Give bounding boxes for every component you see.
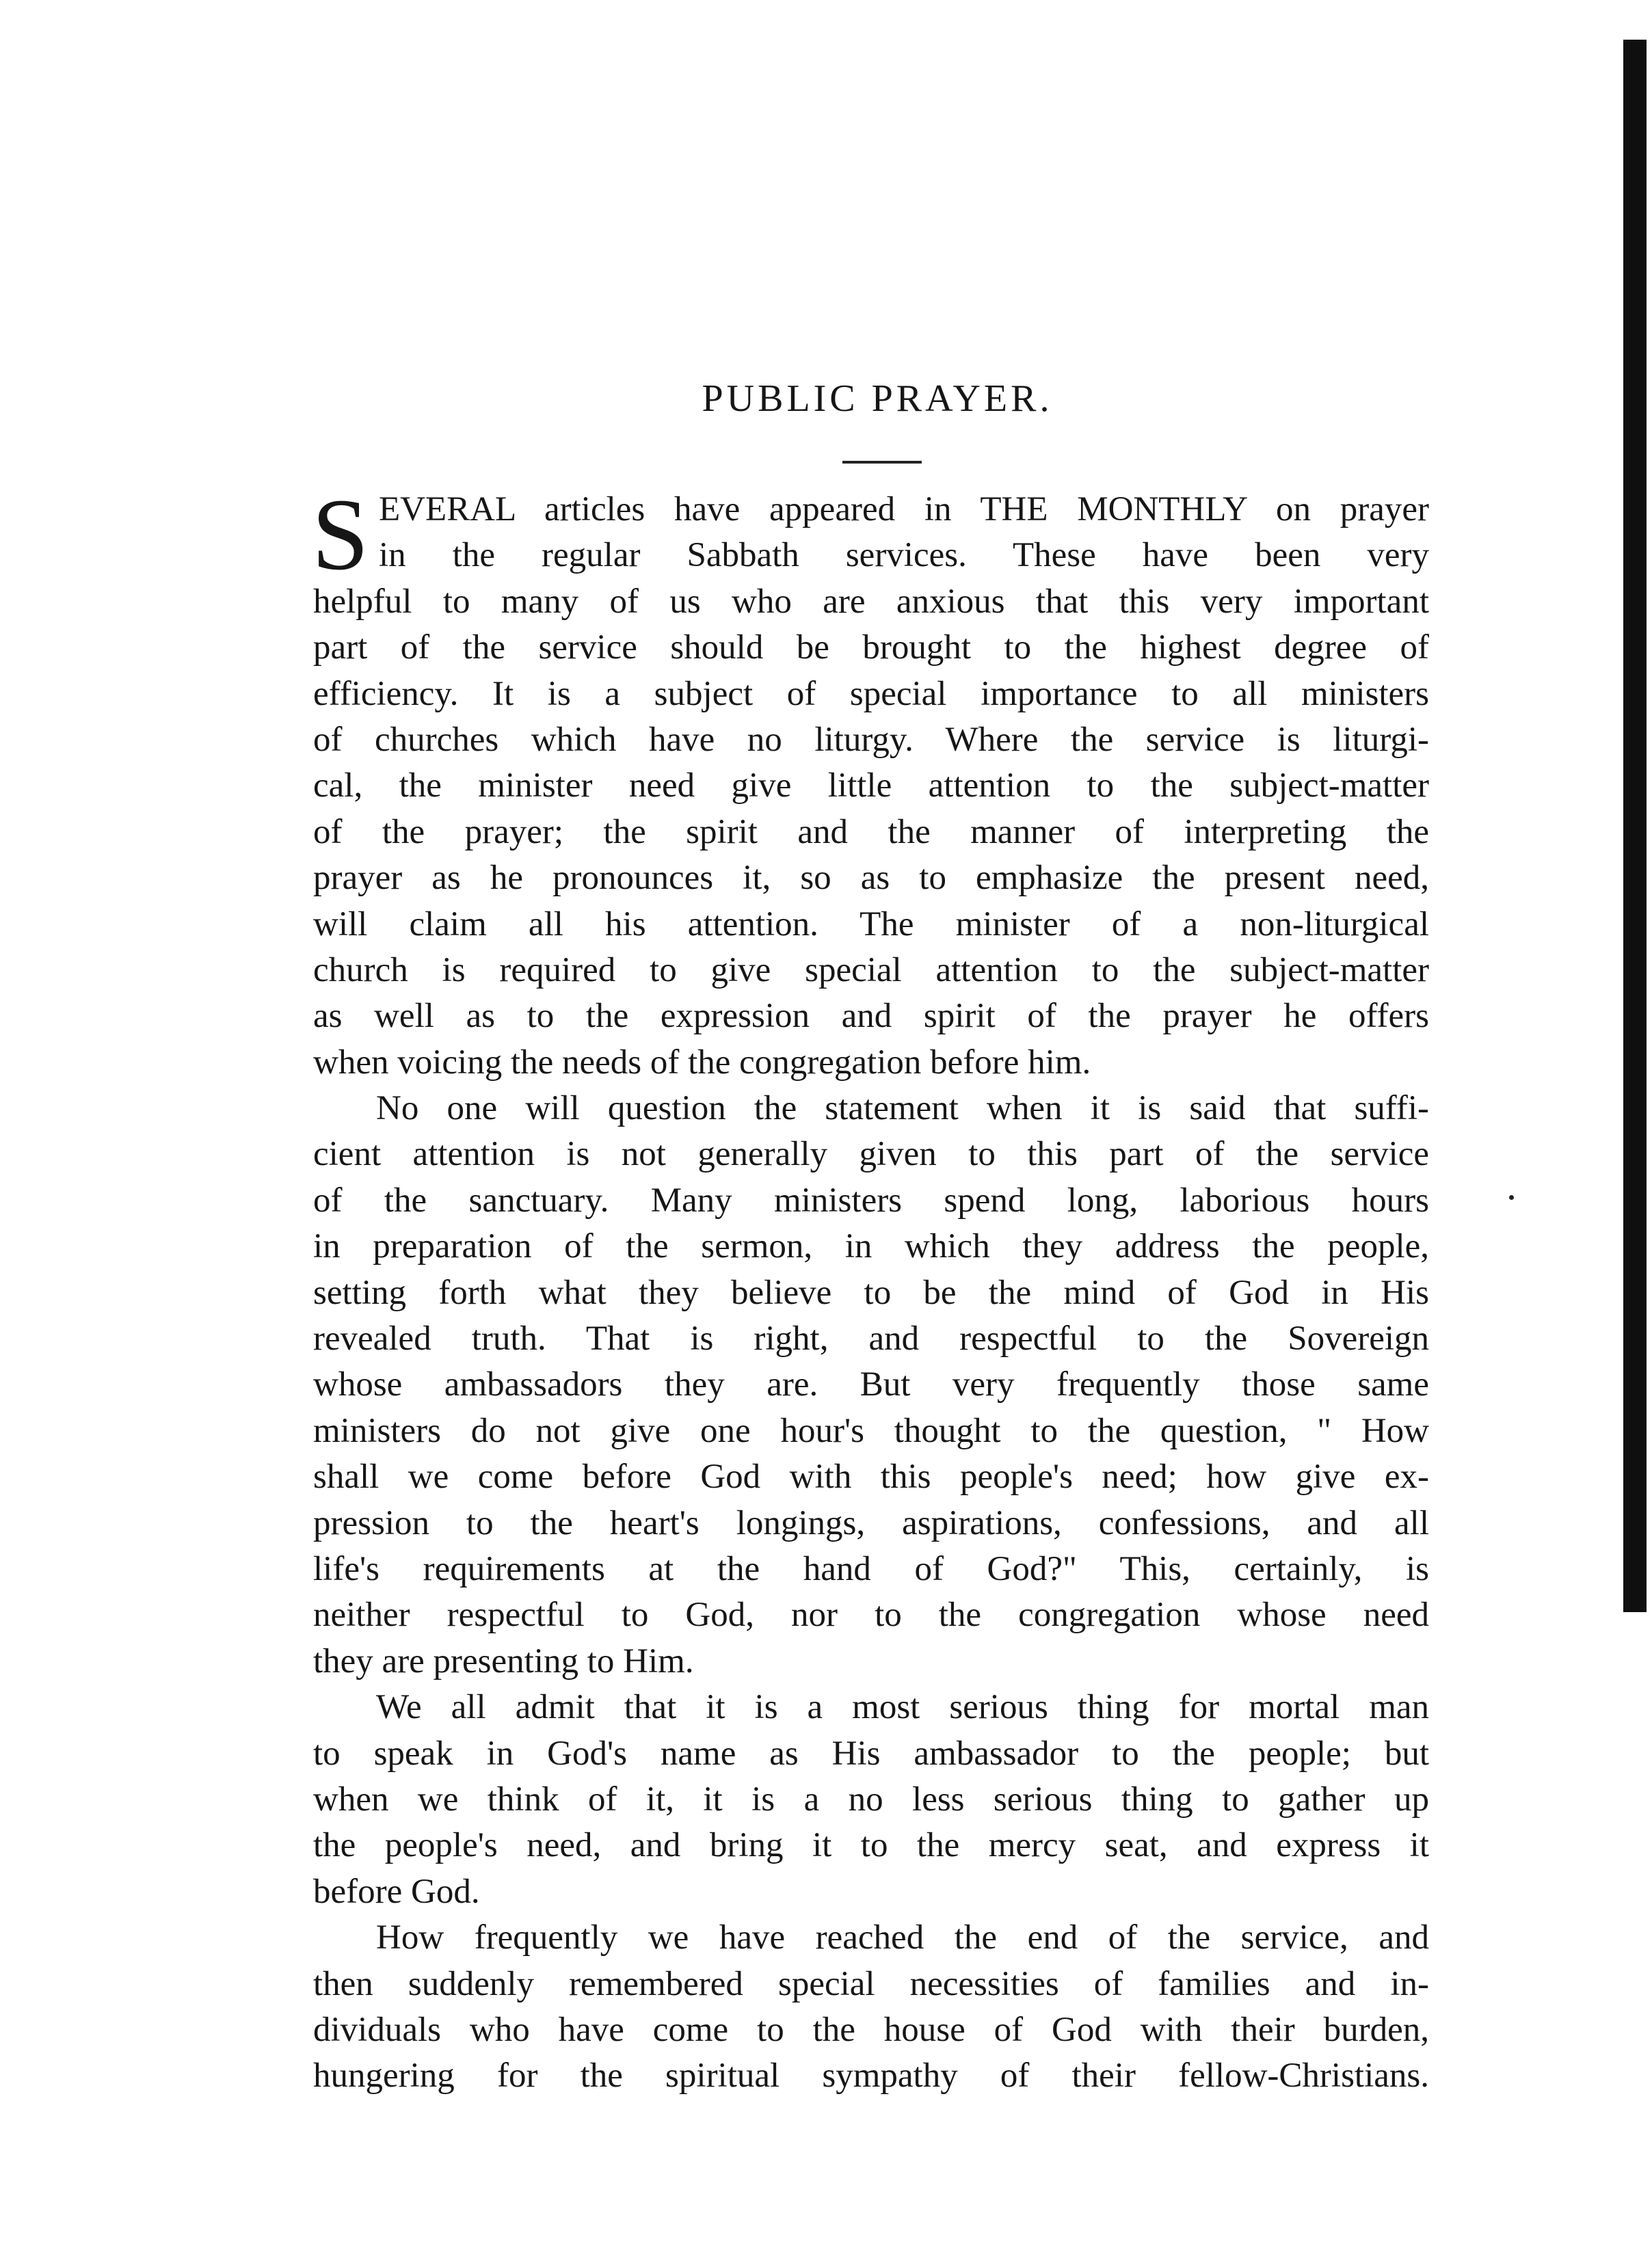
scan-speck bbox=[1509, 1195, 1514, 1200]
body-text bbox=[312, 478, 1429, 2100]
text-line: as well as to the expression and spirit of the prayer he offers bbox=[313, 997, 1429, 1036]
title-rule bbox=[842, 461, 922, 464]
text-line: pression to the heart's longings, aspirations, confessions, and all bbox=[313, 1503, 1429, 1542]
text-line: ministers do not give one hour's thought to the question, " How bbox=[313, 1411, 1429, 1450]
text-line: then suddenly remembered special necessities of families and in- bbox=[313, 1964, 1429, 2003]
text-line: of churches which have no liturgy. Where the service is liturgi- bbox=[313, 720, 1429, 759]
text-line: setting forth what they believe to be the mind of God in His bbox=[313, 1273, 1429, 1312]
text-line: hungering for the spiritual sympathy of their fellow-Christians. bbox=[313, 2057, 1429, 2095]
text-line: cal, the minister need give little attention to the subject-matter bbox=[313, 766, 1429, 805]
text-line: the people's need, and bring it to the mercy seat, and express it bbox=[313, 1826, 1429, 1865]
text-line: S EVERAL articles have appeared in THE MONTHLY on prayer bbox=[312, 478, 1429, 591]
text-line: in preparation of the sermon, in which they address the people, bbox=[313, 1227, 1429, 1266]
text-line: part of the service should be brought to the highest degree of bbox=[313, 628, 1429, 667]
text-line: shall we come before God with this people's need; how give ex- bbox=[313, 1458, 1429, 1497]
text-line: helpful to many of us who are anxious that this very important bbox=[313, 582, 1429, 621]
text-line: whose ambassadors they are. But very frequently those same bbox=[313, 1365, 1429, 1404]
text-line: when we think of it, it is a no less serious thing to gather up bbox=[313, 1780, 1429, 1819]
text-line: No one will question the statement when it is said that suffi- bbox=[376, 1089, 1429, 1128]
text-line: of the sanctuary. Many ministers spend long, laborious hours bbox=[313, 1181, 1429, 1220]
scan-edge-bar bbox=[1623, 40, 1647, 1612]
drop-cap: S bbox=[312, 478, 369, 591]
text-line: cient attention is not generally given to this part of the service bbox=[313, 1135, 1429, 1174]
text-line: in the regular Sabbath services. These have been very bbox=[379, 536, 1429, 575]
text-line: dividuals who have come to the house of God with their burden, bbox=[313, 2010, 1429, 2049]
text-line: before God. bbox=[313, 1872, 480, 1911]
text-line: How frequently we have reached the end of the service, and bbox=[376, 1918, 1429, 1957]
text-line: prayer as he pronounces it, so as to emphasize the present need, bbox=[313, 859, 1429, 898]
page-title: PUBLIC PRAYER. bbox=[702, 377, 1053, 420]
text-line: of the prayer; the spirit and the manner of interpreting the bbox=[313, 812, 1429, 851]
text-line: to speak in God's name as His ambassador to the people; but bbox=[313, 1734, 1429, 1773]
text-line: revealed truth. That is right, and respectful to the Sovereign bbox=[313, 1320, 1429, 1358]
text-line: church is required to give special attention to the subject-matter bbox=[313, 950, 1429, 989]
text-line: neither respectful to God, nor to the congregation whose need bbox=[313, 1596, 1429, 1635]
text-line: they are presenting to Him. bbox=[313, 1642, 694, 1680]
text-line: when voicing the needs of the congregation before him. bbox=[313, 1043, 1091, 1082]
text-line: efficiency. It is a subject of special importance to all ministers bbox=[313, 674, 1429, 713]
text-line: life's requirements at the hand of God?" This, certainly, is bbox=[313, 1549, 1429, 1588]
text-line: will claim all his attention. The minister of a non-liturgical bbox=[313, 905, 1429, 943]
text-line: We all admit that it is a most serious thing for mortal man bbox=[376, 1688, 1429, 1727]
